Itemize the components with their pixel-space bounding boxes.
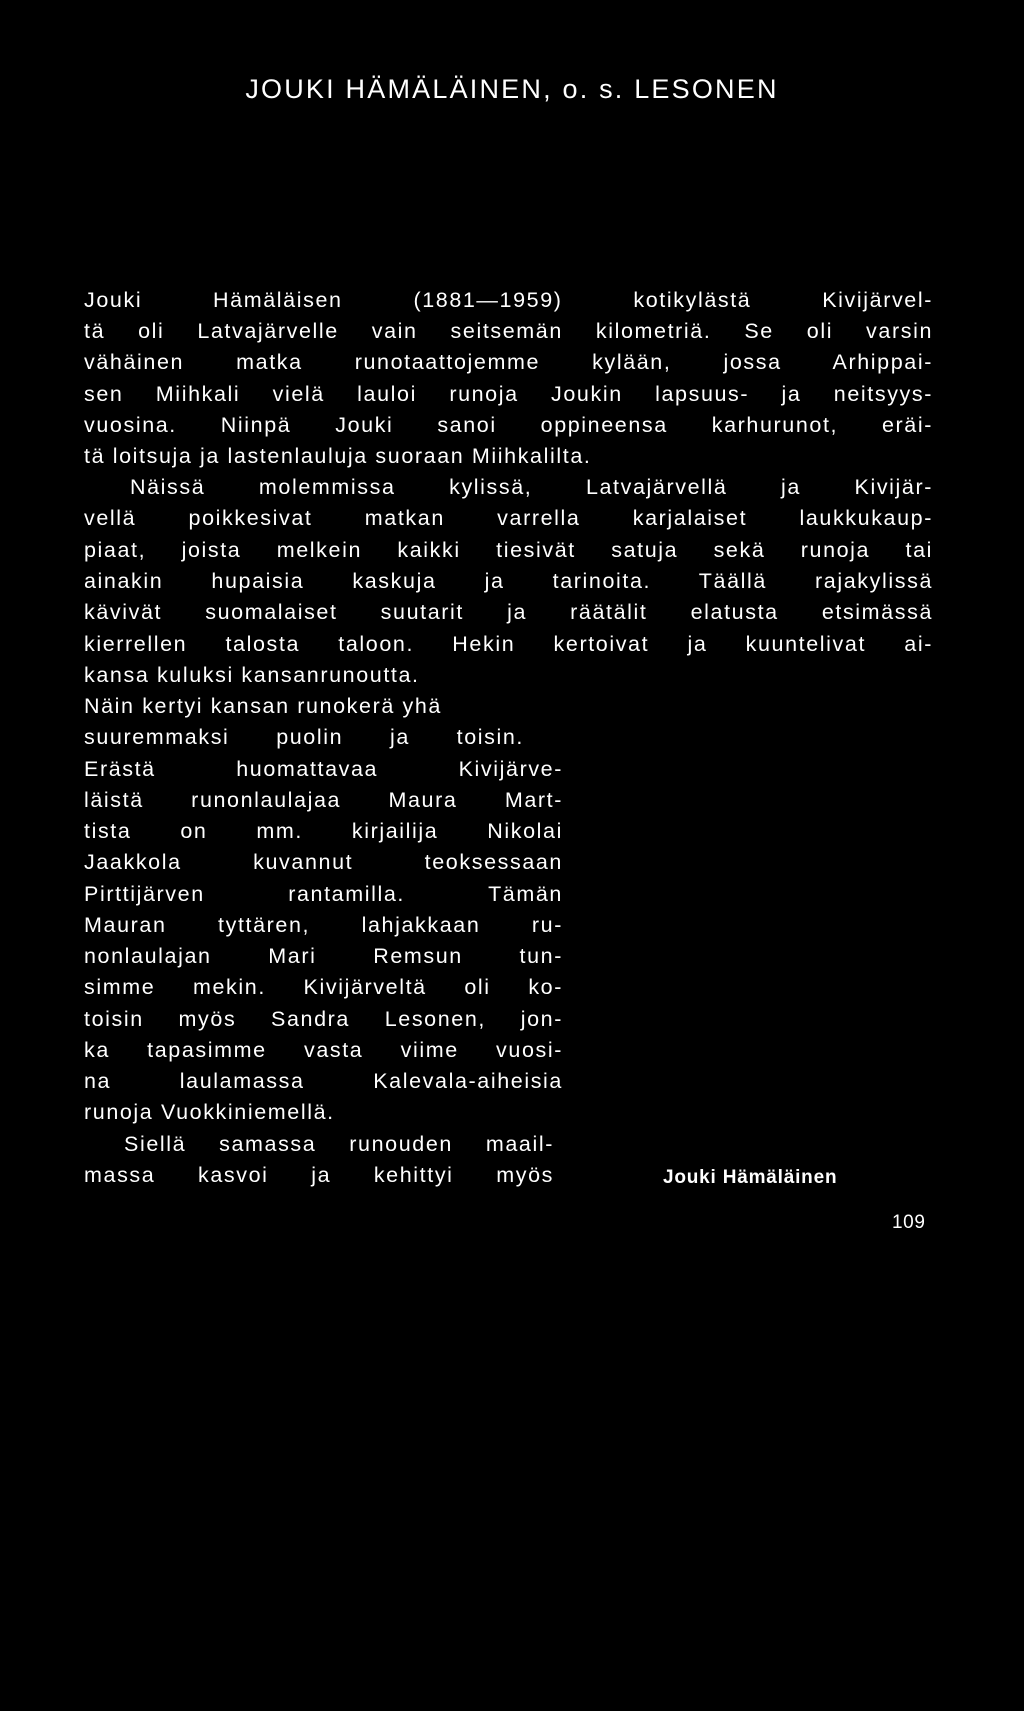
text-line: simme mekin. Kivijärveltä oli ko- (84, 975, 563, 999)
text-line: kävivät suomalaiset suutarit ja räätälit elatusta etsimässä (84, 600, 933, 624)
text-line: tista on mm. kirjailija Nikolai (84, 819, 563, 843)
text-line: ainakin hupaisia kaskuja ja tarinoita. Täällä rajakylissä (84, 569, 933, 593)
text-line: tä oli Latvajärvelle vain seitsemän kilometriä. Se oli varsin (84, 319, 933, 343)
text-line: läistä runonlaulajaa Maura Mart- (84, 788, 563, 812)
text-line: piaat, joista melkein kaikki tiesivät satuja sekä runoja tai (84, 538, 933, 562)
photo-caption: Jouki Hämäläinen (663, 1167, 838, 1188)
text-line: Mauran tyttären, lahjakkaan ru- (84, 913, 563, 937)
text-line: Näin kertyi kansan runokerä yhä (84, 694, 442, 718)
text-line: massa kasvoi ja kehittyi myös (84, 1163, 554, 1187)
text-line: Jouki Hämäläisen (1881—1959) kotikylästä Kivijärvel- (84, 288, 933, 312)
text-line: toisin myös Sandra Lesonen, jon- (84, 1007, 563, 1031)
text-line: runoja Vuokkiniemellä. (84, 1100, 335, 1124)
page-title: JOUKI HÄMÄLÄINEN, o. s. LESONEN (245, 74, 779, 104)
text-line: tä loitsuja ja lastenlauluja suoraan Miihkalilta. (84, 444, 592, 468)
text-line: Siellä samassa runouden maail- (124, 1132, 554, 1156)
text-line: kansa kuluksi kansanrunoutta. (84, 663, 420, 687)
text-line: nonlaulajan Mari Remsun tun- (84, 944, 563, 968)
text-line: vellä poikkesivat matkan varrella karjalaiset laukkukaup- (84, 506, 933, 530)
page-number: 109 (892, 1212, 926, 1233)
text-line: kierrellen talosta taloon. Hekin kertoivat ja kuuntelivat ai- (84, 632, 933, 656)
text-line: ka tapasimme vasta viime vuosi- (84, 1038, 563, 1062)
text-line: sen Miihkali vielä lauloi runoja Joukin lapsuus- ja neitsyys- (84, 382, 933, 406)
text-line: Pirttijärven rantamilla. Tämän (84, 882, 563, 906)
text-line: suuremmaksi puolin ja toisin. (84, 725, 524, 749)
text-line: Erästä huomattavaa Kivijärve- (84, 757, 563, 781)
text-line: vuosina. Niinpä Jouki sanoi oppineensa karhurunot, eräi- (84, 413, 933, 437)
text-line: na laulamassa Kalevala-aiheisia (84, 1069, 563, 1093)
text-line: Jaakkola kuvannut teoksessaan (84, 850, 563, 874)
text-line: Näissä molemmissa kylissä, Latvajärvellä ja Kivijär- (130, 475, 933, 499)
text-line: vähäinen matka runotaattojemme kylään, jossa Arhippai- (84, 350, 933, 374)
